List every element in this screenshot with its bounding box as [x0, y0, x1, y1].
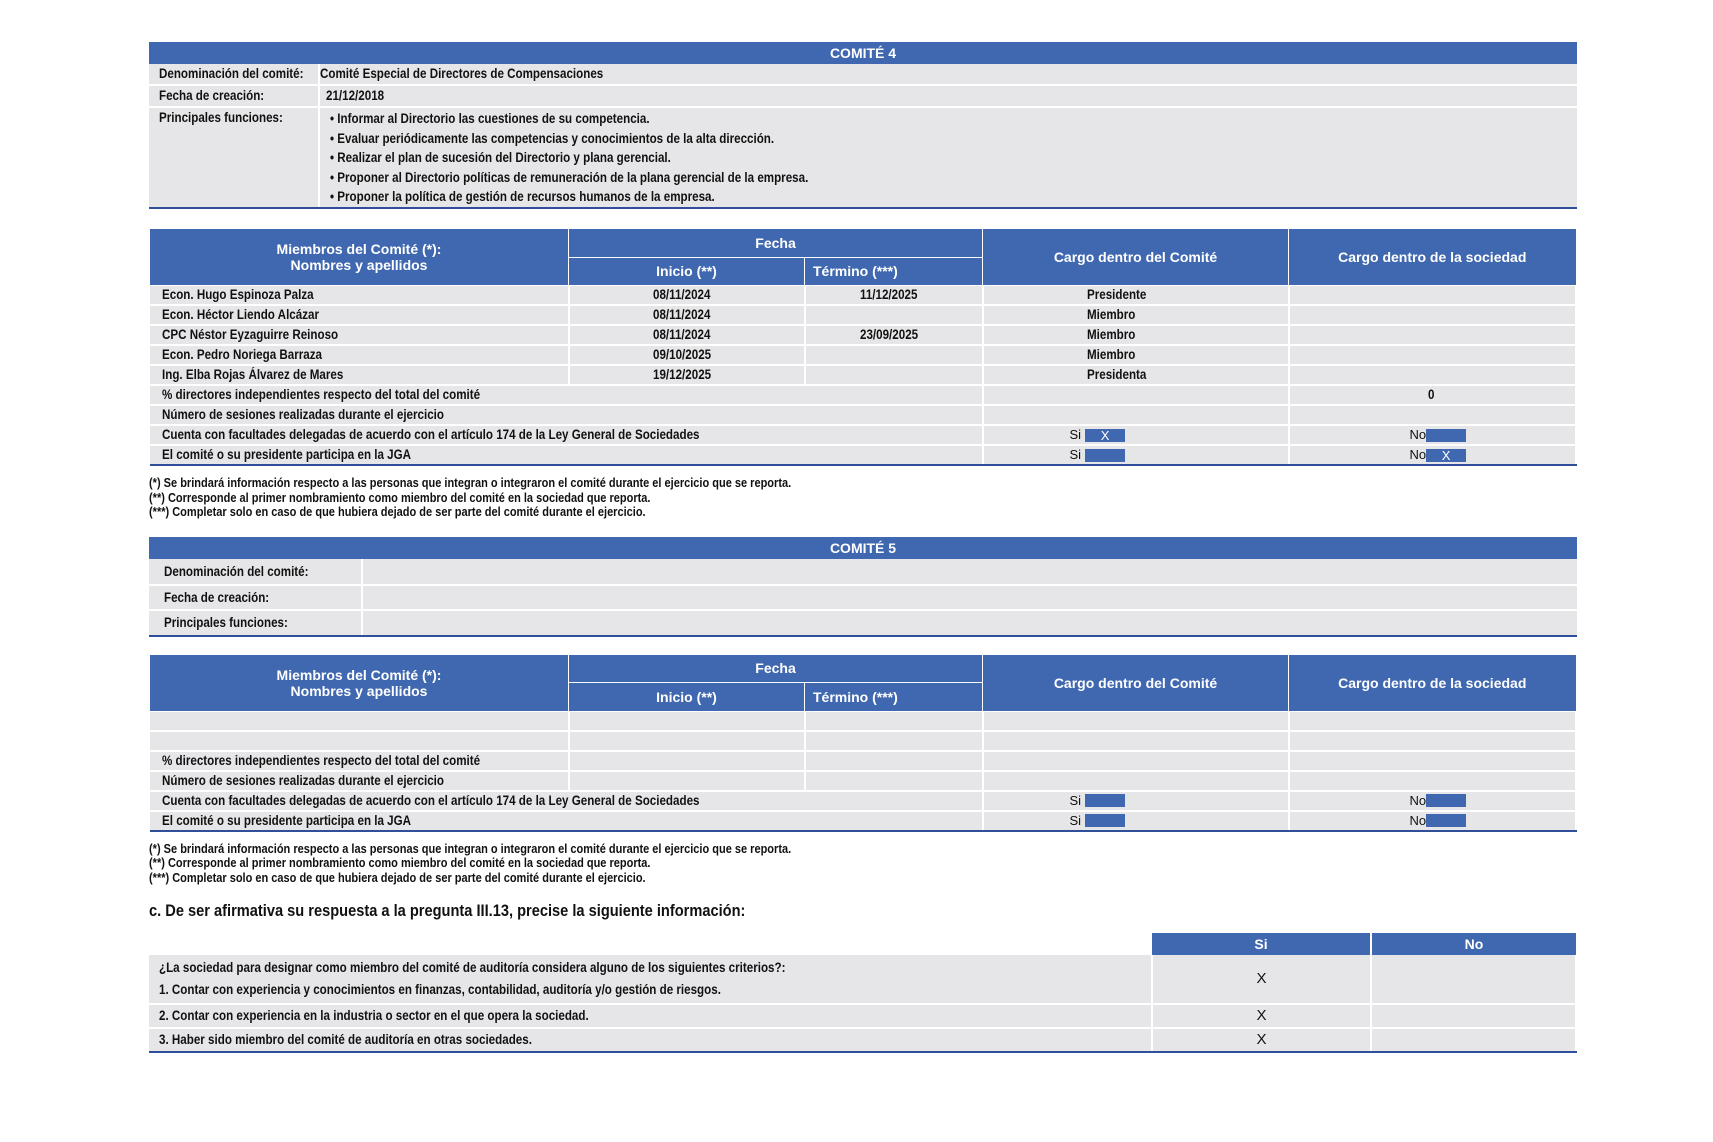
- member-inicio: 08/11/2024: [653, 327, 711, 342]
- fecha-header: Fecha: [569, 654, 983, 683]
- table-row: [150, 305, 1577, 325]
- criteria-si-mark[interactable]: X: [1152, 1028, 1371, 1052]
- criteria-no-mark[interactable]: [1371, 1004, 1576, 1028]
- comite5-members-table: [149, 654, 1577, 832]
- member-name: Ing. Elba Rojas Álvarez de Mares: [161, 367, 343, 382]
- denominacion-label: Denominación del comité:: [159, 66, 304, 81]
- footnote: (*) Se brindará información respecto a las personas que integran o integraron el comité durante el ejercicio que se reporta.: [149, 840, 792, 856]
- si-label: Si: [1069, 812, 1082, 828]
- cargo-sociedad-header: Cargo dentro de la sociedad: [1289, 229, 1577, 286]
- no-label: No: [1409, 427, 1427, 442]
- sesiones-label: Número de sesiones realizadas durante el ejercicio: [161, 772, 444, 788]
- footnotes-comite4: [149, 476, 1577, 520]
- table-row: [149, 1004, 1576, 1028]
- pct-value: 0: [1428, 387, 1435, 402]
- inicio-header: Inicio (**): [569, 683, 805, 712]
- sesiones-row: [150, 771, 1577, 791]
- member-cargo: Miembro: [1086, 327, 1135, 342]
- funciones-label: Principales funciones:: [159, 110, 283, 125]
- facultades-no-checkbox[interactable]: [1426, 429, 1466, 442]
- page-content: [149, 42, 1577, 1053]
- fecha-creacion-label: Fecha de creación:: [159, 88, 265, 103]
- member-inicio: 08/11/2024: [653, 307, 711, 322]
- jga-row: [150, 445, 1577, 465]
- facultades-label: Cuenta con facultades delegadas de acuerdo con el artículo 174 de la Ley General de Sociedades: [161, 792, 699, 808]
- pct-label: % directores independientes respecto del total del comité: [161, 752, 480, 768]
- jga-no-checkbox[interactable]: X: [1426, 449, 1466, 462]
- jga-no-checkbox[interactable]: [1426, 814, 1466, 827]
- member-name: Econ. Pedro Noriega Barraza: [161, 347, 322, 362]
- si-header: Si: [1152, 933, 1371, 955]
- member-name: Econ. Hugo Espinoza Palza: [161, 287, 314, 302]
- table-row: [150, 286, 1577, 306]
- comite5-title: COMITÉ 5: [149, 537, 1577, 559]
- jga-label: El comité o su presidente participa en la JGA: [161, 447, 411, 462]
- member-name: CPC Néstor Eyzaguirre Reinoso: [161, 327, 338, 342]
- criteria-si-mark[interactable]: X: [1152, 1004, 1371, 1028]
- funcion-item: • Evaluar periódicamente las competencias y conocimientos de la alta dirección.: [330, 130, 775, 146]
- miembros-header-line1: Miembros del Comité (*):: [276, 241, 442, 257]
- comite4-info-table: [149, 42, 1577, 209]
- fecha-creacion-input[interactable]: [362, 585, 1577, 610]
- miembros-header-line2: Nombres y apellidos: [290, 257, 428, 273]
- sesiones-label: Número de sesiones realizadas durante el ejercicio: [161, 407, 444, 422]
- sesiones-row: [150, 405, 1577, 425]
- footnote: (**) Corresponde al primer nombramiento como miembro del comité en la sociedad que reporta.: [149, 855, 651, 870]
- comite4-title: COMITÉ 4: [149, 42, 1577, 64]
- si-label: Si: [1069, 792, 1082, 808]
- inicio-header: Inicio (**): [569, 257, 805, 286]
- si-label: Si: [1069, 447, 1082, 462]
- member-inicio: 08/11/2024: [653, 287, 711, 302]
- member-cargo: Presidenta: [1086, 367, 1146, 382]
- table-row: [150, 345, 1577, 365]
- jga-si-checkbox[interactable]: [1085, 814, 1125, 827]
- pct-label: % directores independientes respecto del total del comité: [161, 387, 480, 402]
- footnote: (***) Completar solo en caso de que hubiera dejado de ser parte del comité durante el ejercicio.: [149, 869, 646, 885]
- member-cargo: Miembro: [1086, 307, 1135, 322]
- member-name: Econ. Héctor Liendo Alcázar: [161, 307, 319, 322]
- si-label: Si: [1069, 427, 1082, 442]
- table-row: [150, 365, 1577, 385]
- footnote: (**) Corresponde al primer nombramiento como miembro del comité en la sociedad que reporta.: [149, 489, 651, 505]
- facultades-row: [150, 425, 1577, 445]
- funciones-list: [320, 109, 1577, 207]
- member-termino: 23/09/2025: [859, 327, 918, 342]
- no-label: No: [1409, 447, 1427, 462]
- facultades-label: Cuenta con facultades delegadas de acuerdo con el artículo 174 de la Ley General de Sociedades: [161, 427, 699, 442]
- criteria-item: 2. Contar con experiencia en la industria o sector en el que opera la sociedad.: [159, 1008, 589, 1023]
- table-row: [149, 955, 1576, 1004]
- facultades-si-checkbox[interactable]: [1085, 794, 1125, 807]
- fecha-creacion-value: 21/12/2018: [326, 88, 385, 103]
- section-c-table: [149, 933, 1577, 1053]
- facultades-no-checkbox[interactable]: [1426, 794, 1466, 807]
- fecha-creacion-label: Fecha de creación:: [164, 589, 270, 605]
- footnote: (*) Se brindará información respecto a las personas que integran o integraron el comité durante el ejercicio que se reporta.: [149, 475, 792, 490]
- criteria-no-mark[interactable]: [1371, 1028, 1576, 1052]
- pct-independientes-row: [150, 751, 1577, 771]
- member-cargo: Presidente: [1086, 287, 1146, 302]
- termino-header: Término (***): [805, 257, 983, 286]
- criteria-question: ¿La sociedad para designar como miembro del comité de auditoría considera alguno de los siguientes criterios?:: [159, 960, 786, 975]
- criteria-item: 3. Haber sido miembro del comité de auditoría en otras sociedades.: [159, 1032, 532, 1047]
- comite5-info-table: [149, 537, 1577, 637]
- fecha-header: Fecha: [569, 229, 983, 258]
- jga-row: [150, 811, 1577, 831]
- criteria-si-mark[interactable]: X: [1152, 955, 1371, 1004]
- denominacion-input[interactable]: [362, 559, 1577, 585]
- funcion-item: • Proponer al Directorio políticas de remuneración de la plana gerencial de la empresa.: [330, 169, 809, 185]
- footnotes-comite5: [149, 842, 1577, 886]
- section-c-heading-text: c. De ser afirmativa su respuesta a la pregunta III.13, precise la siguiente información:: [149, 901, 746, 920]
- jga-label: El comité o su presidente participa en la JGA: [161, 812, 411, 828]
- miembros-header-line1: Miembros del Comité (*):: [276, 666, 442, 683]
- funcion-item: • Realizar el plan de sucesión del Directorio y plana gerencial.: [330, 150, 671, 165]
- miembros-header-line2: Nombres y apellidos: [290, 682, 428, 699]
- criteria-item: 1. Contar con experiencia y conocimientos en finanzas, contabilidad, auditoría y/o gestión de riesgos.: [159, 982, 721, 997]
- footnote: (***) Completar solo en caso de que hubiera dejado de ser parte del comité durante el ejercicio.: [149, 504, 646, 519]
- table-row: [149, 1028, 1576, 1052]
- termino-header: Término (***): [805, 683, 983, 712]
- jga-si-checkbox[interactable]: [1085, 449, 1125, 462]
- section-c-heading: [149, 897, 1577, 925]
- cargo-comite-header: Cargo dentro del Comité: [983, 229, 1289, 286]
- member-inicio: 09/10/2025: [652, 347, 711, 362]
- facultades-si-checkbox[interactable]: X: [1085, 429, 1125, 442]
- funciones-input[interactable]: [362, 610, 1577, 636]
- facultades-row: [150, 791, 1577, 811]
- no-header: No: [1371, 933, 1576, 955]
- no-label: No: [1409, 792, 1427, 808]
- funciones-label: Principales funciones:: [164, 615, 288, 630]
- table-row: [150, 325, 1577, 345]
- member-termino: 11/12/2025: [860, 287, 918, 302]
- member-cargo: Miembro: [1086, 347, 1135, 362]
- denominacion-label: Denominación del comité:: [164, 563, 309, 579]
- cargo-sociedad-header: Cargo dentro de la sociedad: [1289, 654, 1577, 711]
- cargo-comite-header: Cargo dentro del Comité: [983, 654, 1289, 711]
- pct-independientes-row: [150, 385, 1577, 405]
- criteria-no-mark[interactable]: [1371, 955, 1576, 1004]
- funcion-item: • Proponer la política de gestión de recursos humanos de la empresa.: [330, 189, 715, 204]
- denominacion-value: Comité Especial de Directores de Compensaciones: [320, 66, 604, 81]
- table-row: [150, 731, 1577, 751]
- comite4-members-table: [149, 228, 1577, 466]
- no-label: No: [1409, 812, 1427, 828]
- funcion-item: • Informar al Directorio las cuestiones de su competencia.: [330, 111, 650, 126]
- member-inicio: 19/12/2025: [652, 367, 711, 382]
- table-row: [150, 711, 1577, 731]
